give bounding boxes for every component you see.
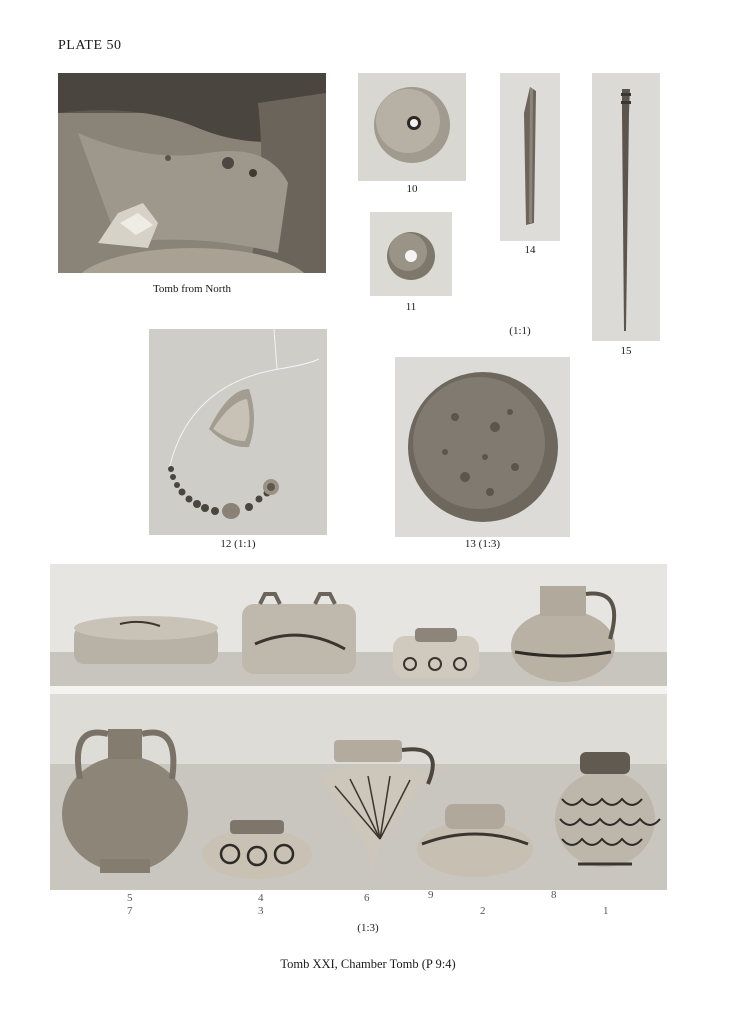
pottery-number-3: 3	[258, 905, 264, 917]
item-14-number: 14	[524, 244, 536, 256]
item-10-photo	[358, 73, 466, 181]
item-14-photo	[500, 73, 560, 241]
pottery-number-9: 9	[428, 889, 434, 901]
pottery-number-1: 1	[603, 905, 609, 917]
tomb-photo	[58, 73, 326, 273]
plate-title: PLATE 50	[58, 38, 122, 53]
pottery-number-7: 7	[127, 905, 133, 917]
scale-label-small: (1:1)	[509, 325, 531, 337]
item-12-caption: 12 (1:1)	[220, 538, 256, 550]
pottery-scale: (1:3)	[357, 922, 379, 934]
item-11-photo	[370, 212, 452, 296]
pottery-photo	[50, 564, 667, 890]
tomb-caption: Tomb from North	[152, 283, 232, 295]
pottery-number-4: 4	[258, 892, 264, 904]
plate-caption: Tomb XXI, Chamber Tomb (P 9:4)	[280, 957, 456, 971]
item-13-caption: 13 (1:3)	[464, 538, 501, 550]
pottery-number-6: 6	[364, 892, 370, 904]
pottery-number-2: 2	[480, 905, 486, 917]
item-10-number: 10	[406, 183, 418, 195]
item-13-photo	[395, 357, 570, 537]
pottery-number-5: 5	[127, 892, 133, 904]
item-15-photo	[592, 73, 660, 341]
pottery-number-8: 8	[551, 889, 557, 901]
item-12-photo	[149, 329, 327, 535]
item-15-number: 15	[620, 345, 632, 357]
item-11-number: 11	[405, 301, 417, 313]
